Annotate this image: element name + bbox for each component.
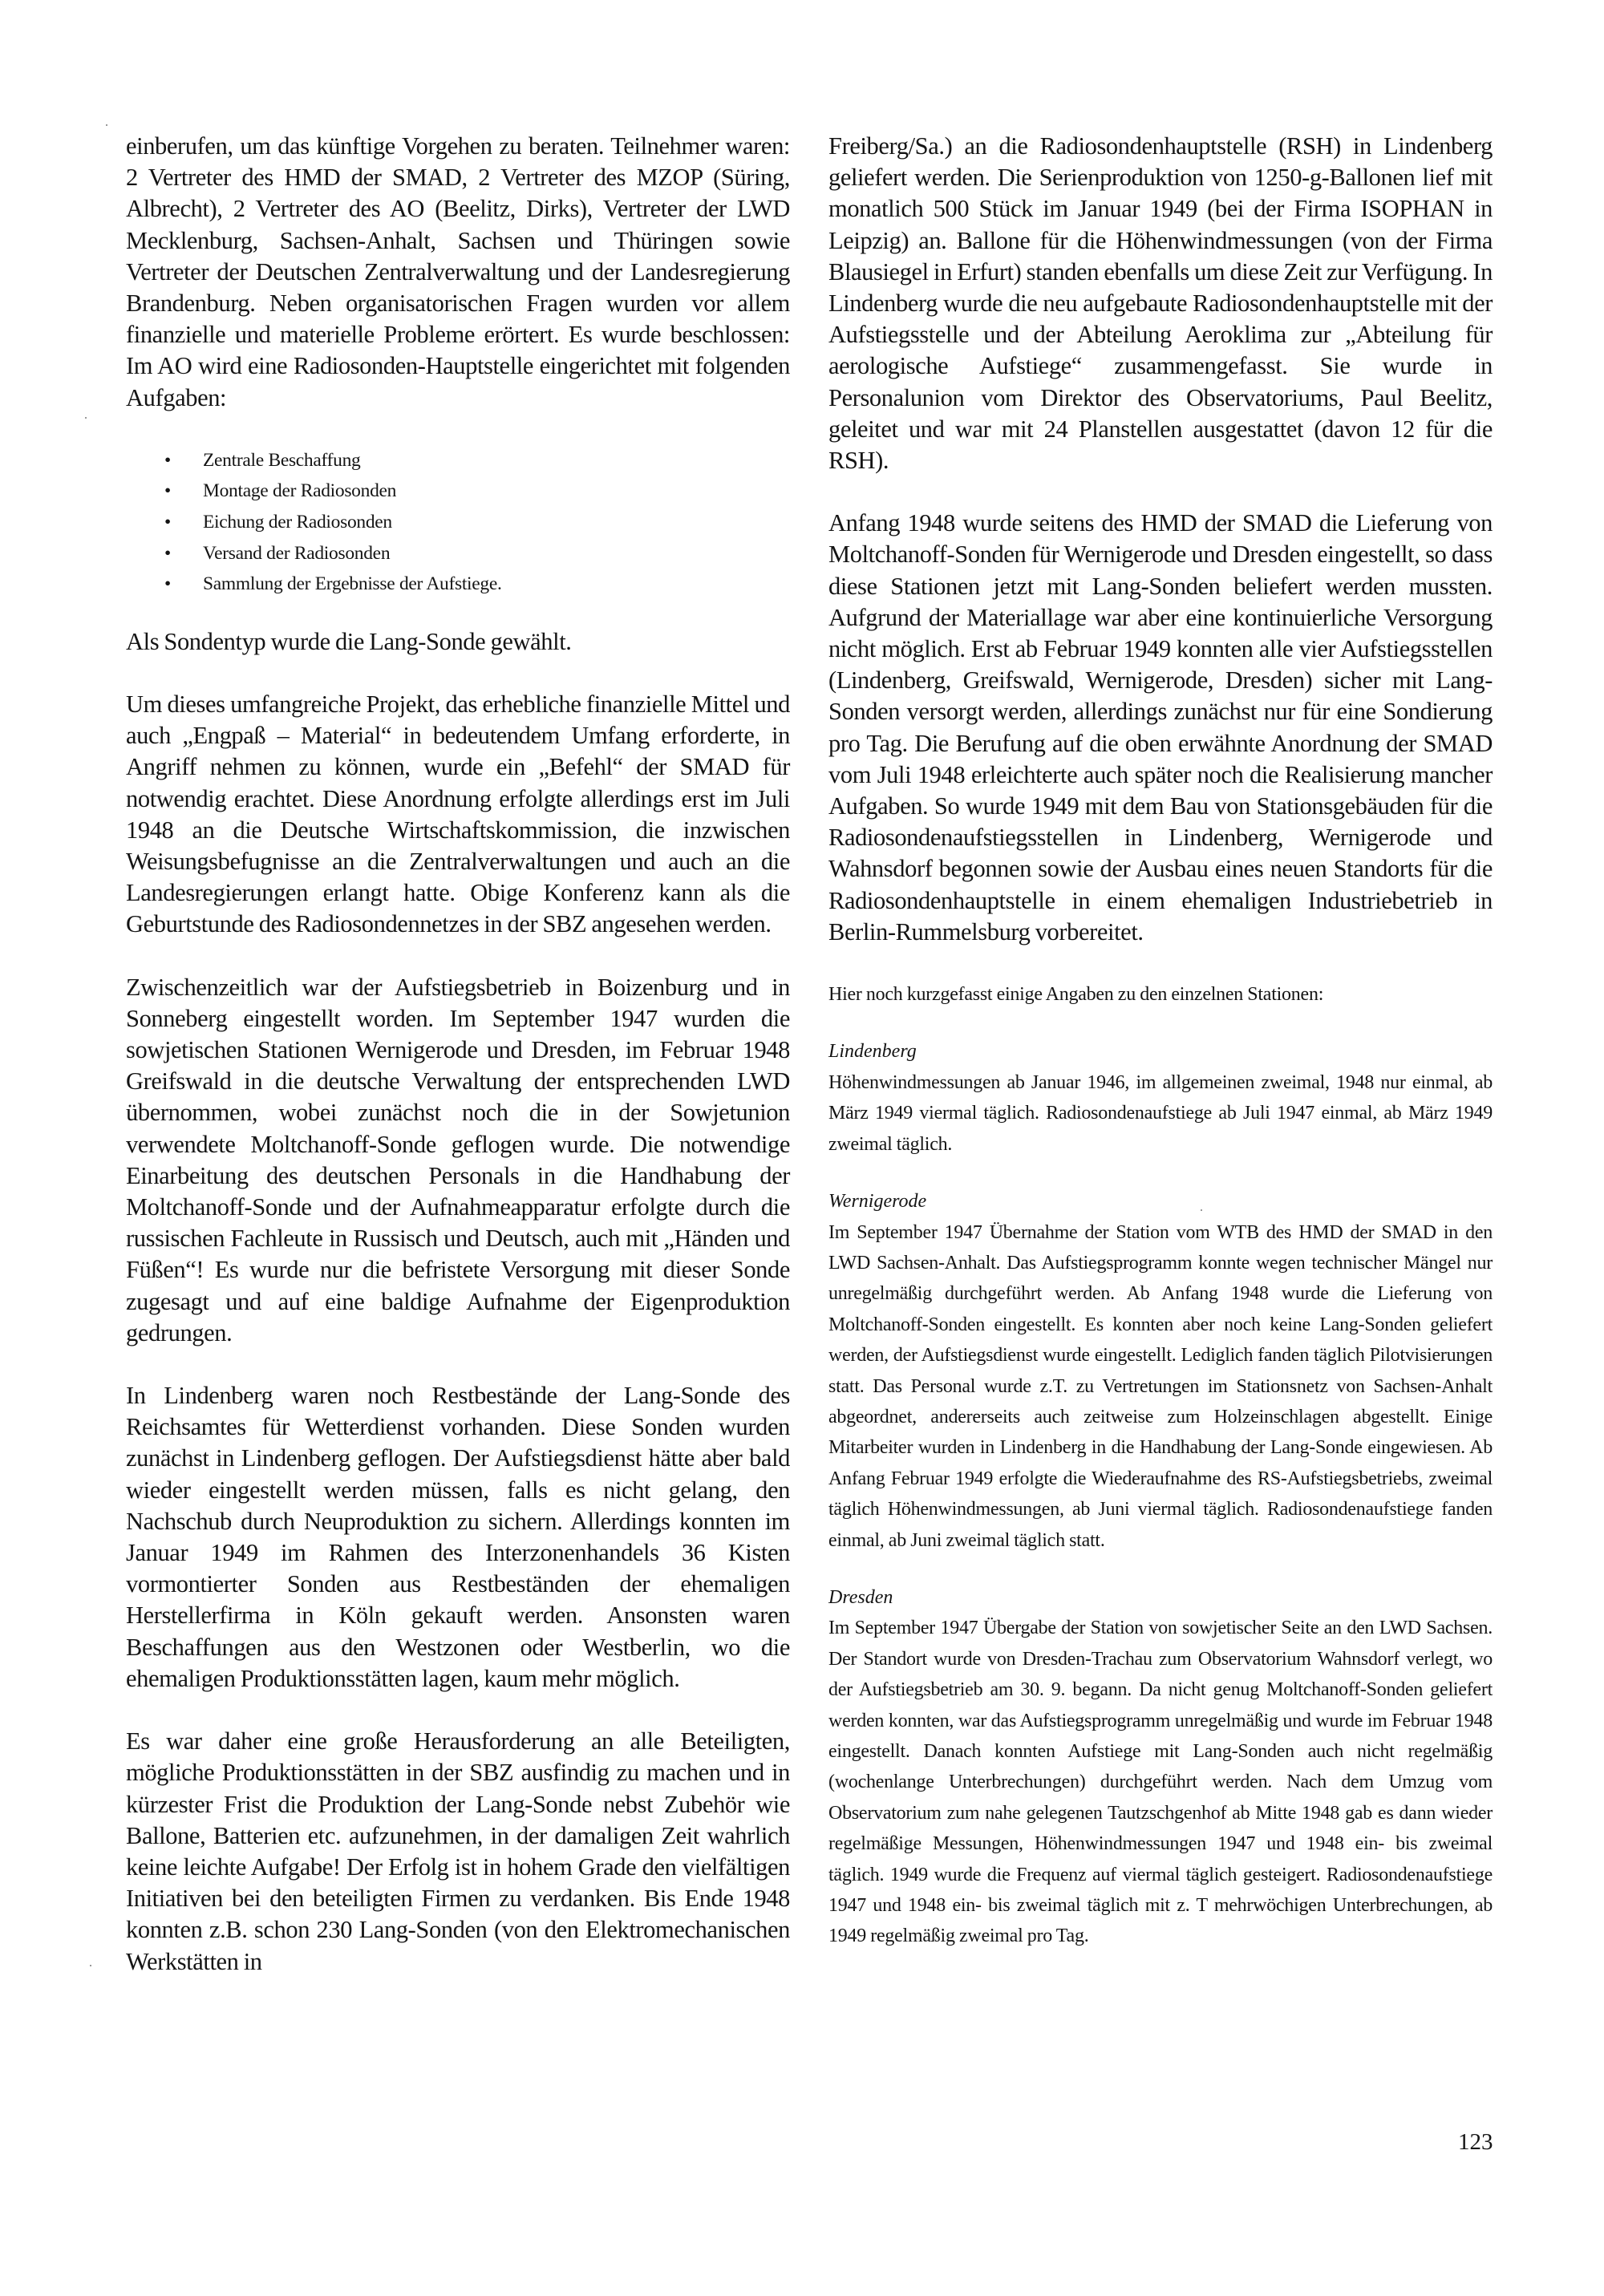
bullet-icon: •: [164, 542, 171, 564]
stations-intro: Hier noch kurzgefasst einige Angaben zu den einzelnen Stationen:: [828, 984, 1324, 1006]
spacer: [828, 1556, 1493, 1582]
spacer: [126, 1695, 790, 1726]
paragraph-sonde-type: Als Sondentyp wurde die Lang-Sonde gewählt.: [126, 627, 572, 655]
spacer: [126, 600, 790, 626]
spacer: [828, 948, 1493, 979]
station-text: Im September 1947 Übernahme der Station vom WTB des HMD der SMAD in den LWD Sachsen-Anhalt. Das Aufstiegsprogramm konnte wegen technischer Mängel nur unregelmäßig durchgeführt werden. Ab Anfang 1948 wurde die Lieferung von Moltchanoff-Sonden eingestellt. Es konnten aber noch keine Lang-Sonden geliefert werden, der Aufstiegsdienst wurde eingestellt. Lediglich fanden täglich Pilotvisierungen statt. Das Personal wurde z.T. zu Vertretungen im Stationsnetz von Sachsen-Anhalt abgeordnet, andererseits auch zeitweise zum Holzeinschlagen abgestellt. Einige Mitarbeiter wurden in Lindenberg in die Handhabung der Lang-Sonde eingewiesen. Ab Anfang Februar 1949 erfolgte die Wiederaufnahme des RS-Aufstiegsbetriebs, zweimal täglich Höhenwindmessungen, ab Juni viermal täglich. Radiosondenaufstiege fanden einmal, ab Juni zweimal täglich statt.: [828, 1221, 1493, 1551]
paragraph-conference: einberufen, um das künftige Vorgehen zu beraten. Teilnehmer waren: 2 Vertreter des HMD der SMAD, 2 Vertreter des MZOP (Süring, Albrecht), 2 Vertreter des AO (Beelitz, Dirks), Vertreter der LWD Mecklenburg, Sachsen-Anhalt, Sachsen und Thüringen sowie Vertreter der Deutschen Zentralverwaltung und der Landesregierung Brandenburg. Neben organisatorischen Fragen wurden vor allem finanzielle und materielle Probleme erörtert. Es wurde beschlossen: Im AO wird eine Radiosonden-Hauptstelle eingerichtet mit folgenden Aufgaben:: [126, 132, 790, 411]
spacer: [126, 1349, 790, 1380]
station-section-wernigerode: [828, 1186, 1493, 1556]
list-item: • Versand der Radiosonden: [164, 538, 790, 569]
paragraph-lindenberg-stock: In Lindenberg waren noch Restbestände der Lang-Sonde des Reichsamtes für Wetterdienst vorhanden. Diese Sonden wurden zunächst in Lindenberg geflogen. Der Aufstiegsdienst hätte aber bald wieder eingestellt werden müssen, falls es nicht gelang, den Nachschub durch Neuproduktion zu sichern. Allerdings konnten im Januar 1949 im Rahmen des Interzonenhandels 36 Kisten vormontierter Sonden aus Restbeständen der ehemaligen Herstellerfirma in Köln gekauft werden. Ansonsten waren Beschaffungen aus den Westzonen oder Westberlin, wo die ehemaligen Produktionsstätten lagen, kaum mehr möglich.: [126, 1382, 790, 1692]
bullet-icon: •: [164, 573, 171, 595]
spacer: [828, 476, 1493, 508]
list-item: • Sammlung der Ergebnisse der Aufstiege.: [164, 569, 790, 600]
paragraph-balloon-production: Freiberg/Sa.) an die Radiosondenhauptstelle (RSH) in Lindenberg geliefert werden. Die Serienproduktion von 1250-g-Ballonen lief mit monatlich 500 Stück im Januar 1949 (bei der Firma ISOPHAN in Leipzig) an. Ballone für die Höhenwindmessungen (von der Firma Blausiegel in Erfurt) standen ebenfalls um diese Zeit zur Verfügung. In Lindenberg wurde die neu aufgebaute Radiosondenhauptstelle mit der Aufstiegsstelle und der Abteilung Aeroklima zur „Abteilung für aerologische Aufstiege“ zusammengefasst. Sie wurde in Personalunion vom Direktor des Observatoriums, Paul Beelitz, geleitet und war mit 24 Planstellen ausgestattet (davon 12 für die RSH).: [828, 132, 1493, 475]
spacer: [828, 1010, 1493, 1036]
scan-speck: [85, 417, 87, 419]
bullet-icon: •: [164, 512, 171, 533]
spacer: [828, 1160, 1493, 1186]
spacer: [126, 658, 790, 689]
station-heading: Dresden: [828, 1586, 893, 1608]
page-number: 123: [1458, 2129, 1493, 2155]
station-section-lindenberg: [828, 1036, 1493, 1160]
paragraph-project: Um dieses umfangreiche Projekt, das erhebliche finanzielle Mittel und auch „Engpaß – Material“ in bedeutendem Umfang erforderte, in Angriff nehmen zu können, wurde ein „Befehl“ der SMAD für notwendig erachtet. Diese Anordnung erfolgte allerdings erst im Juli 1948 an die Deutsche Wirtschaftskommission, die inzwischen Weisungsbefugnisse an die Zentralverwaltungen und auch an die Landesregierungen erlangt hatte. Obige Konferenz kann als die Geburtstunde des Radiosondennetzes in der SBZ angesehen werden.: [126, 690, 790, 938]
paragraph-production: Es war daher eine große Herausforderung an alle Beteiligten, mögliche Produktionsstätten in der SBZ ausfindig zu machen und in kürzester Frist die Produktion der Lang-Sonde nebst Zubehör wie Ballone, Batterien etc. aufzunehmen, in der damaligen Zeit wahrlich keine leichte Aufgabe! Der Erfolg ist in hohem Grade den vielfältigen Initiativen bei den beteiligten Firmen zu verdanken. Bis Ende 1948 konnten z.B. schon 230 Lang-Sonden (von den Elektromechanischen Werkstätten in: [126, 1727, 790, 1975]
station-section-dresden: [828, 1582, 1493, 1952]
list-item: • Montage der Radiosonden: [164, 476, 790, 507]
bullet-icon: •: [164, 449, 171, 471]
list-item: • Zentrale Beschaffung: [164, 445, 790, 476]
station-text: Höhenwindmessungen ab Januar 1946, im allgemeinen zweimal, 1948 nur einmal, ab März 1949 viermal täglich. Radiosondenaufstiege ab Juli 1947 einmal, ab März 1949 zweimal täglich.: [828, 1071, 1493, 1155]
station-text: Im September 1947 Übergabe der Station von sowjetischer Seite an den LWD Sachsen. Der Standort wurde von Dresden-Trachau zum Observatorium Wahnsdorf verlegt, wo der Aufstiegsbetrieb am 30. 9. begann. Da nicht genug Moltchanoff-Sonden geliefert werden konnten, war das Aufstiegsprogramm unregelmäßig und wurde im Februar 1948 eingestellt. Danach konnten Aufstiege mit Lang-Sonden auch nicht regelmäßig (wochenlange Unterbrechungen) durchgeführt werden. Nach dem Umzug vom Observatorium zum nahe gelegenen Tautzschgenhof ab Mitte 1948 gab es dann wieder regelmäßige Messungen, Höhenwindmessungen 1947 und 1948 ein- bis zweimal täglich. 1949 wurde die Frequenz auf viermal täglich gesteigert. Radiosondenaufstiege 1947 und 1948 ein- bis zweimal täglich mit z. T mehrwöchigen Unterbrechungen, ab 1949 regelmäßig zweimal pro Tag.: [828, 1618, 1493, 1947]
scan-speck: [90, 1965, 91, 1966]
station-heading: Lindenberg: [828, 1041, 917, 1063]
station-heading: Wernigerode: [828, 1191, 927, 1213]
bullet-icon: •: [164, 480, 171, 502]
left-column: [126, 131, 790, 1978]
scan-speck: [1201, 1209, 1202, 1211]
paragraph-stations-takeover: Zwischenzeitlich war der Aufstiegsbetrieb in Boizenburg und in Sonneberg eingestellt worden. Im September 1947 wurden die sowjetischen Stationen Wernigerode und Dresden, im Februar 1948 Greifswald in die deutsche Verwaltung der entsprechenden LWD übernommen, wobei zunächst noch die in der Sowjetunion verwendete Moltchanoff-Sonde geflogen wurde. Die notwendige Einarbeitung des deutschen Personals in die Handhabung der Moltchanoff-Sonde und der Aufnahmeapparatur erfolgte durch die russischen Fachleute in Russisch und Deutsch, auch mit „Händen und Füßen“! Es wurde nur die befristete Versorgung mit dieser Sonde zugesagt und auf eine baldige Aufnahme der Eigenproduktion gedrungen.: [126, 973, 790, 1346]
spacer: [126, 414, 790, 445]
list-item: • Eichung der Radiosonden: [164, 507, 790, 538]
tasks-bullet-list: [126, 445, 790, 600]
spacer: [126, 941, 790, 972]
paragraph-supply: Anfang 1948 wurde seitens des HMD der SMAD die Lieferung von Moltchanoff-Sonden für Wernigerode und Dresden eingestellt, so dass diese Stationen jetzt mit Lang-Sonden beliefert werden mussten. Aufgrund der Materiallage war aber eine kontinuierliche Versorgung nicht möglich. Erst ab Februar 1949 konnten alle vier Aufstiegsstellen (Lindenberg, Greifswald, Wernigerode, Dresden) sicher mit Lang-Sonden versorgt werden, allerdings zunächst nur für eine Sondierung pro Tag. Die Berufung auf die oben erwähnte Anordnung der SMAD vom Juli 1948 erleichterte auch später noch die Realisierung mancher Aufgaben. So wurde 1949 mit dem Bau von Stationsgebäuden für die Radiosondenaufstiegsstellen in Lindenberg, Wernigerode und Wahnsdorf begonnen sowie der Ausbau eines neuen Standorts für die Radiosondenhauptstelle in einem ehemaligen Industriebetrieb in Berlin-Rummelsburg vorbereitet.: [828, 509, 1493, 946]
right-column: [828, 131, 1493, 1952]
scan-speck: [106, 124, 107, 126]
